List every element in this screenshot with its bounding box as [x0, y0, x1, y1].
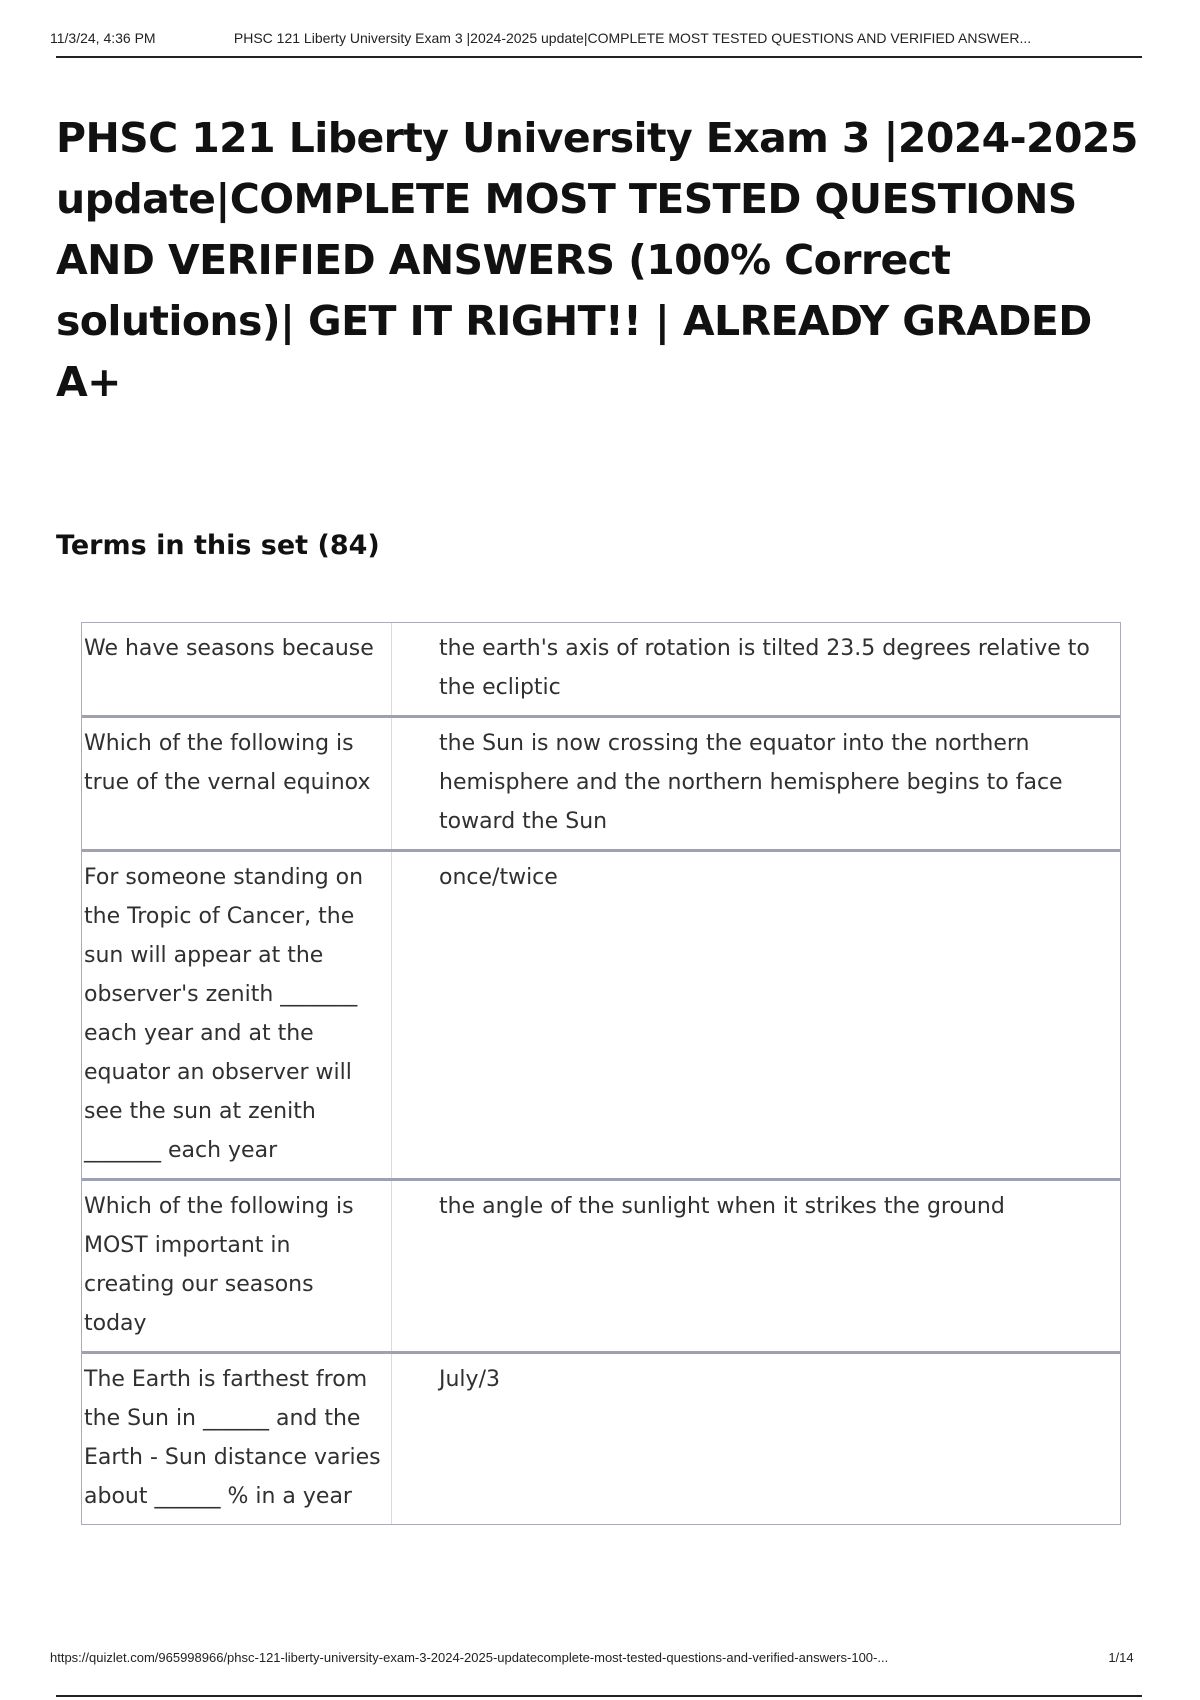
print-datetime: 11/3/24, 4:36 PM — [50, 30, 156, 46]
term-cell — [82, 718, 392, 849]
term-cell — [82, 623, 392, 715]
term-text: We have seasons because — [84, 636, 374, 661]
term-text: Which of the following is true of the vernal equinox — [84, 731, 371, 795]
term-row — [82, 1351, 1120, 1524]
term-row — [82, 849, 1120, 1178]
print-header-title: PHSC 121 Liberty University Exam 3 |2024-2025 update|COMPLETE MOST TESTED QUESTIONS AND VERIFIED ANSWER... — [233, 30, 1032, 46]
page-title: PHSC 121 Liberty University Exam 3 |2024-2025 update|COMPLETE MOST TESTED QUESTIONS AND VERIFIED ANSWERS (100% Correct solutions)| GET IT RIGHT!! | ALREADY GRADED A+ — [56, 114, 1138, 406]
term-row — [82, 1178, 1120, 1351]
term-cell — [82, 852, 392, 1178]
definition-text: the earth's axis of rotation is tilted 23.5 degrees relative to the ecliptic — [439, 636, 1090, 700]
definition-text: the angle of the sunlight when it strikes the ground — [439, 1194, 1005, 1219]
terms-heading: Terms in this set (84) — [56, 530, 380, 561]
header-divider — [56, 56, 1142, 58]
print-header — [50, 30, 1146, 46]
definition-text: once/twice — [439, 865, 558, 890]
definition-cell — [392, 623, 1120, 715]
term-cell — [82, 1354, 392, 1524]
term-text: The Earth is farthest from the Sun in ______ and the Earth - Sun distance varies about ______ % in a year — [84, 1367, 381, 1509]
term-text: For someone standing on the Tropic of Cancer, the sun will appear at the observer's zenith _______ each year and at the equator an observer will see the sun at zenith _______ each year — [84, 865, 364, 1163]
terms-table — [81, 622, 1121, 1525]
term-text: Which of the following is MOST important in creating our seasons today — [84, 1194, 354, 1336]
source-url[interactable]: https://quizlet.com/965998966/phsc-121-liberty-university-exam-3-2024-2025-updatecomplete-most-tested-questions-and-verified-answers-100-... — [50, 1650, 889, 1665]
definition-cell — [392, 852, 1120, 1178]
definition-cell — [392, 1181, 1120, 1351]
definition-text: the Sun is now crossing the equator into the northern hemisphere and the northern hemisphere begins to face toward the Sun — [439, 731, 1063, 834]
term-row — [82, 715, 1120, 849]
print-footer — [50, 1650, 1150, 1665]
footer-divider — [56, 1695, 1142, 1697]
term-row — [82, 623, 1120, 715]
definition-text: July/3 — [439, 1367, 500, 1392]
definition-cell — [392, 718, 1120, 849]
page-number: 1/14 — [1108, 1650, 1134, 1665]
term-cell — [82, 1181, 392, 1351]
definition-cell — [392, 1354, 1120, 1524]
